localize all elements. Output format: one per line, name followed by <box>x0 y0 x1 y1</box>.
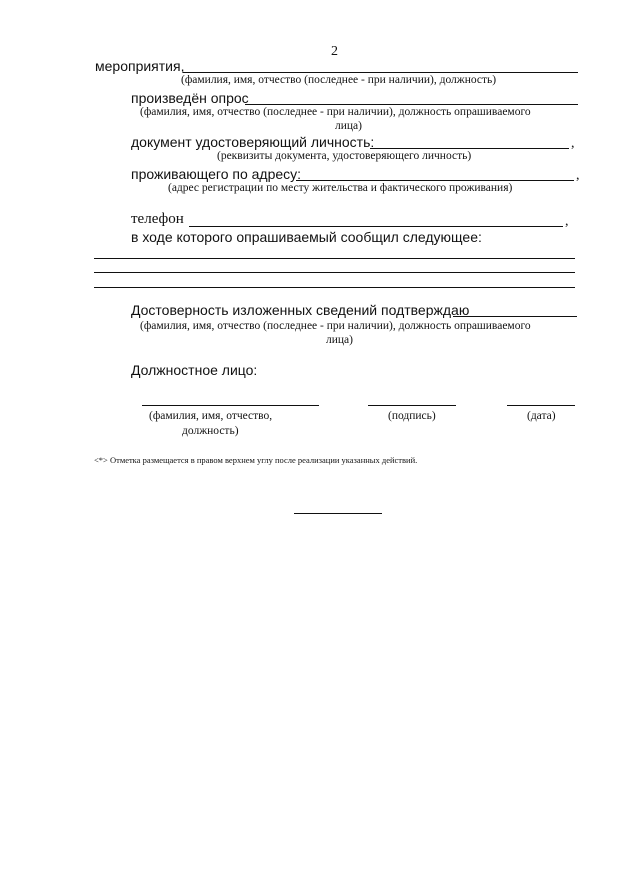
caption-signature: (подпись) <box>388 410 436 422</box>
caption-confirm-a: (фамилия, имя, отчество (последнее - при наличии), должность опрашиваемого <box>140 320 531 332</box>
event-label: мероприятия, <box>95 58 185 74</box>
official-name-field[interactable] <box>142 405 319 406</box>
official-label: Должностное лицо: <box>131 362 258 378</box>
statement-line-2[interactable] <box>94 272 575 273</box>
statement-line-3[interactable] <box>94 287 575 288</box>
confirm-label: Достоверность изложенных сведений подтверждаю <box>131 302 470 318</box>
caption-official-name-a: (фамилия, имя, отчество, <box>149 410 273 422</box>
survey-label: произведён опрос <box>131 90 249 106</box>
confirm-field[interactable] <box>453 316 577 317</box>
caption-id-document: (реквизиты документа, удостоверяющего личность) <box>217 150 472 162</box>
caption-address: (адрес регистрации по месту жительства и фактического проживания) <box>168 182 513 194</box>
id-document-field[interactable] <box>370 148 569 149</box>
official-date-field[interactable] <box>507 405 575 406</box>
respondent-field[interactable] <box>245 104 578 105</box>
page-number: 2 <box>331 44 338 59</box>
caption-date: (дата) <box>527 410 556 422</box>
statement-line-1[interactable] <box>94 258 575 259</box>
footnote: <*> Отметка размещается в правом верхнем углу после реализации указанных действий. <box>94 455 418 465</box>
phone-label: телефон <box>131 211 184 227</box>
id-document-label: документ удостоверяющий личность: <box>131 134 375 150</box>
address-label: проживающего по адресу: <box>131 166 302 182</box>
statement-intro: в ходе которого опрашиваемый сообщил следующее: <box>131 229 482 245</box>
address-comma: , <box>576 168 580 183</box>
address-field[interactable] <box>296 180 574 181</box>
caption-official: (фамилия, имя, отчество (последнее - при наличии), должность) <box>181 74 497 86</box>
caption-respondent-b: лица) <box>335 120 362 132</box>
official-signature-field[interactable] <box>368 405 456 406</box>
id-document-comma: , <box>571 136 575 151</box>
caption-respondent-a: (фамилия, имя, отчество (последнее - при наличии), должность опрашиваемого <box>140 106 531 118</box>
caption-official-name-b: должность) <box>182 425 239 437</box>
phone-comma: , <box>565 214 569 229</box>
end-separator <box>294 513 382 514</box>
phone-field[interactable] <box>189 226 563 227</box>
event-official-field[interactable] <box>183 72 578 73</box>
caption-confirm-b: лица) <box>326 334 353 346</box>
